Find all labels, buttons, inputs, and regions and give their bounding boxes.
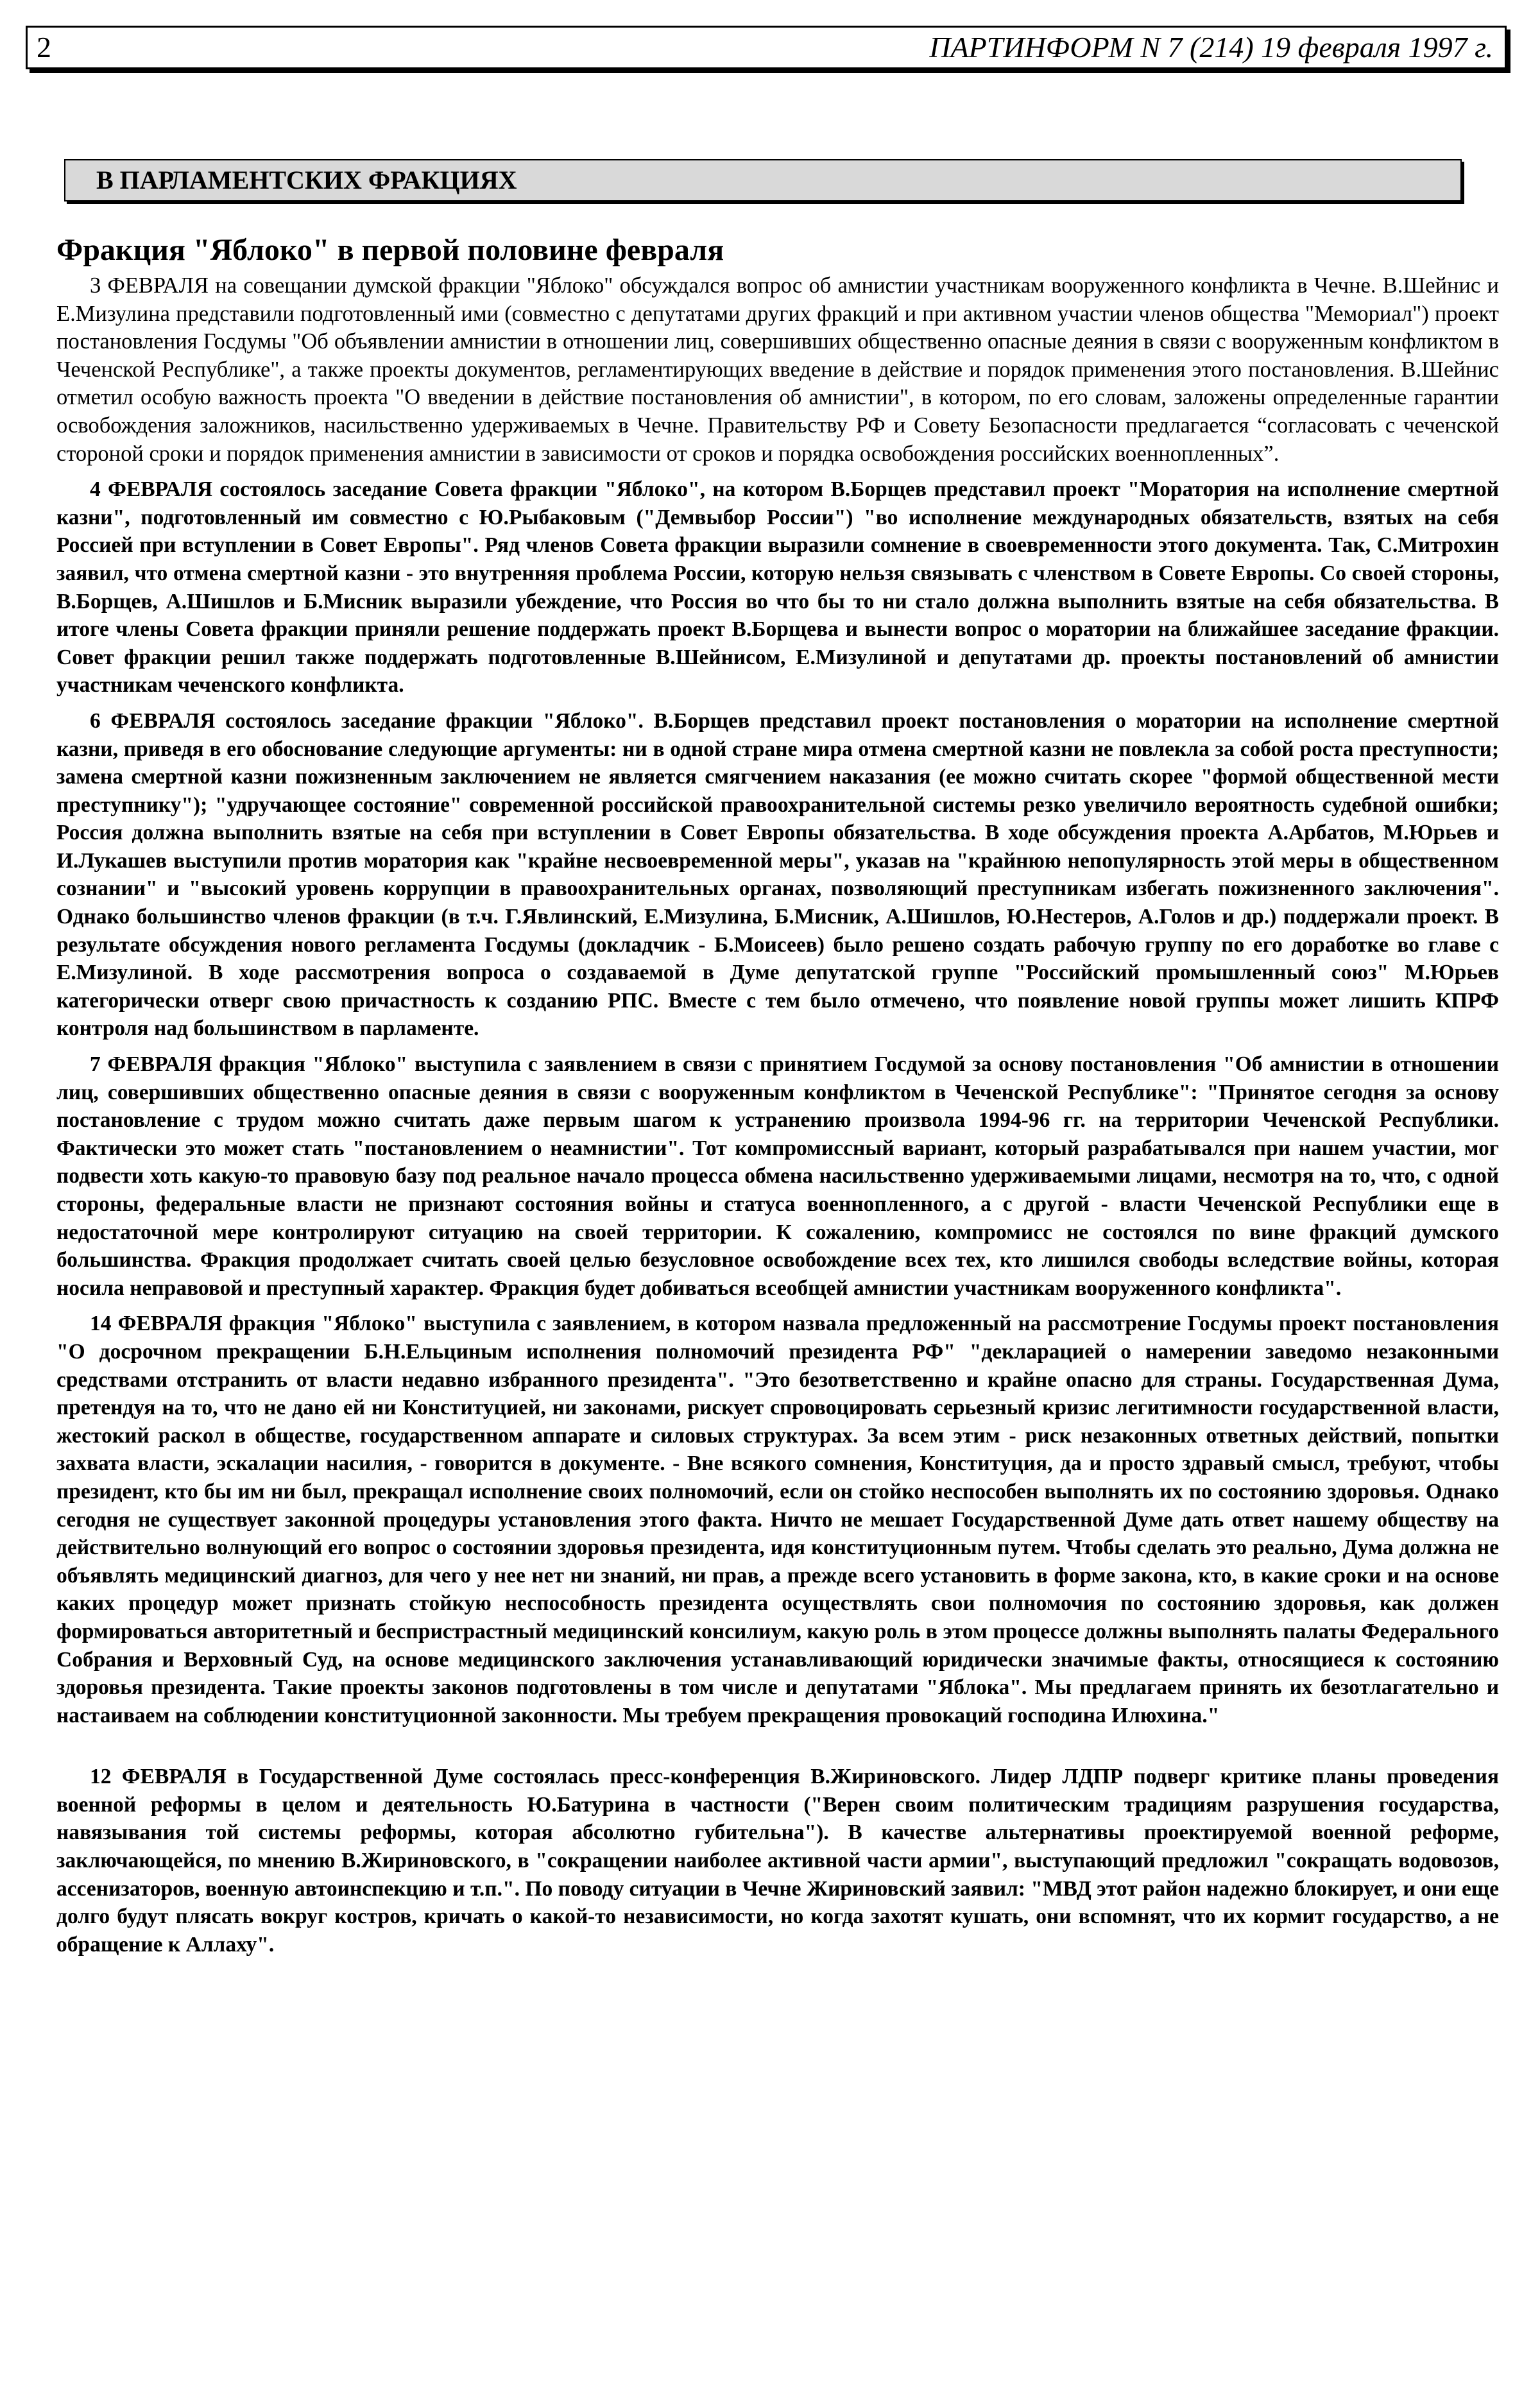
section-header [64, 159, 1462, 201]
page-number: 2 [37, 31, 51, 64]
paragraph-feb-3: 3 ФЕВРАЛЯ на совещании думской фракции "Яблоко" обсуждался вопрос об амнистии участникам вооруженного конфликта в Чечне. В.Шейнис и Е.Мизулина представили подготовленный ими (совместно с депутатами других фракций и при активном участии членов общества "Мемориал") проект постановления Госдумы "Об объявлении амнистии в отношении лиц, совершивших общественно опасные деяния в связи с вооруженным конфликтом в Чеченской Республике", а также проекты документов, регламентирующих введение в действие и порядок применения этого постановления. В.Шейнис отметил особую важность проекта "О введении в действие постановления об амнистии", в котором, по его словам, заложены определенные гарантии освобождения заложников, насильственно удерживаемых в Чечне. Правительству РФ и Совету Безопасности предлагается “согласовать с чеченской стороной сроки и порядок применения амнистии в зависимости от сроков и порядка освобождения российских военнопленных”. [56, 273, 1499, 466]
paragraph-feb-12: 12 ФЕВРАЛЯ в Государственной Думе состоялась пресс-конференция В.Жириновского. Лидер ЛДПР подверг критике планы проведения военной реформы в целом и деятельность Ю.Батурина в частности ("Верен своим политическим традициям разрушения государства, навязывания той системы реформы, которая абсолютно губительна"). В качестве альтернативы проектируемой военной реформе, заключающейся, по мнению В.Жириновского, в "сокращении наиболее активной части армии", выступающий предложил "сокращать водовозов, ассенизаторов, военную автоинспекцию и т.п.". По поводу ситуации в Чечне Жириновский заявил: "МВД этот район надежно блокирует, и они еще долго будут плясать вокруг костров, кричать о какой-то независимости, но когда захотят кушать, они вспомнят, что их кормит государство, а не обращение к Аллаху". [56, 1765, 1499, 1957]
paragraph-feb-6: 6 ФЕВРАЛЯ состоялось заседание фракции "Яблоко". В.Борщев представил проект постановления о моратории на исполнение смертной казни, приведя в его обоснование следующие аргументы: ни в одной стране мира отмена смертной казни не повлекла за собой роста преступности; замена смертной казни пожизненным заключением не является смягчением наказания (ее можно считать скорее "формой общественной мести преступнику"); "удручающее состояние" современной российской правоохранительной системы резко увеличило вероятность судебной ошибки; Россия должна выполнить взятые на себя при вступлении в Совет Европы обязательства. В ходе обсуждения проекта А.Арбатов, М.Юрьев и И.Лукашев выступили против моратория как "крайне несвоевременной меры", указав на "крайнюю непопулярность этой меры в общественном сознании" и "высокий уровень коррупции в правоохранительных органах, позволяющий преступникам избегать пожизненного заключения". Однако большинство членов фракции (в т.ч. Г.Явлинский, Е.Мизулина, Б.Мисник, А.Шишлов, Ю.Нестеров, А.Голов и др.) поддержали проект. В результате обсуждения нового регламента Госдумы (докладчик - Б.Моисеев) было решено создать рабочую группу по его доработке во главе с Е.Мизулиной. В ходе рассмотрения вопроса о создаваемой в Думе депутатской группе "Российский промышленный союз" М.Юрьев категорически отверг свою причастность к созданию РПС. Вместе с тем было отмечено, что появление новой группы может лишить КПРФ контроля над большинством в парламенте. [56, 708, 1499, 1041]
paragraph-feb-4: 4 ФЕВРАЛЯ состоялось заседание Совета фракции "Яблоко", на котором В.Борщев представил проект "Моратория на исполнение смертной казни", подготовленный им совместно с Ю.Рыбаковым ("Демвыбор России") "во исполнение международных обязательств, взятых на себя Россией при вступлении в Совет Европы". Ряд членов Совета фракции выразили сомнение в своевременности этого документа. Так, С.Митрохин заявил, что отмена смертной казни - это внутренняя проблема России, которую нельзя связывать с членством в Совете Европы. Со своей стороны, В.Борщев, А.Шишлов и Б.Мисник выразили убеждение, что Россия во что бы то ни стало должна выполнить взятые на себя обязательства. В итоге члены Совета фракции приняли решение поддержать проект В.Борщева и вынести вопрос о моратории на ближайшее заседание фракции. Совет фракции решил также поддержать подготовленные В.Шейнисом, Е.Мизулиной и депутатами др. проекты постановлений об амнистии участникам чеченского конфликта. [56, 477, 1499, 698]
article [56, 232, 1499, 1966]
paragraph-feb-7: 7 ФЕВРАЛЯ фракция "Яблоко" выступила с заявлением в связи с принятием Госдумой за основу постановления "Об амнистии в отношении лиц, совершивших общественно опасные деяния в связи с вооруженным конфликтом в Чеченской Республике": "Принятое сегодня за основу постановление с трудом можно считать даже первым шагом к устранению произвола 1994-96 гг. на территории Чеченской Республики. Фактически это может стать "постановлением о неамнистии". Тот компромиссный вариант, который разрабатывался при нашем участии, мог подвести хоть какую-то правовую базу под реальное начало процесса обмена насильственно удерживаемыми лицами, несмотря на то, что, с одной стороны, федеральные власти не признают состояния войны и статуса военнопленного, а с другой - власти Чеченской Республики еще в недостаточной мере контролируют ситуацию на своей территории. К сожалению, компромисс не состоялся по вине фракций думского большинства. Фракция продолжает считать своей целью безусловное освобождение всех тех, кто лишился свободы вследствие войны, которая носила неправовой и преступный характер. Фракция будет добиваться всеобщей амнистии участникам вооруженного конфликта". [56, 1052, 1499, 1300]
article-title: Фракция "Яблоко" в первой половине февраля [56, 233, 724, 267]
page-header [26, 26, 1507, 69]
issue-info: ПАРТИНФОРМ N 7 (214) 19 февраля 1997 г. [929, 31, 1493, 64]
paragraph-feb-14: 14 ФЕВРАЛЯ фракция "Яблоко" выступила с заявлением, в котором назвала предложенный на рассмотрение Госдумы проект постановления "О досрочном прекращении Б.Н.Ельциным исполнения полномочий президента РФ" "декларацией о намерении заведомо незаконными средствами отстранить от власти недавно избранного президента". "Это безответственно и крайне опасно для страны. Государственная Дума, претендуя на то, что не дано ей ни Конституцией, ни законами, рискует спровоцировать серьезный кризис легитимности государственной власти, жестокий раскол в обществе, государственном аппарате и силовых структурах. За всем этим - риск незаконных ответных действий, попытки захвата власти, эскалации насилия, - говорится в документе. - Вне всякого сомнения, Конституция, да и просто здравый смысл, требуют, чтобы президент, кто бы им ни был, прекращал исполнение своих полномочий, если он стойко неспособен выполнять их по состоянию здоровья. Однако сегодня не существует законной процедуры установления этого факта. Ничто не мешает Государственной Думе дать ответ нашему обществу на действительно волнующий его вопрос о состоянии здоровья президента, идя конституционным путем. Чтобы сделать это реально, Дума должна не объявлять медицинский диагноз, для чего у нее нет ни знаний, ни прав, а прежде всего установить в форме закона, кто, в какие сроки и на основе каких процедур может признать стойкую неспособность президента осуществлять свои полномочия по состоянию здоровья, как должен формироваться авторитетный и беспристрастный медицинский консилиум, какую роль в этом процессе должны выполнять палаты Федерального Собрания и Верховный Суд, на основе медицинского заключения устанавливающий юридически значимые факты, относящиеся к состоянию здоровья президента. Такие проекты законов подготовлены в том числе и депутатами "Яблока". Мы предлагаем принять их безотлагательно и настаиваем на соблюдении конституционной законности. Мы требуем прекращения провокаций господина Илюхина." [56, 1312, 1499, 1727]
section-title: В ПАРЛАМЕНТСКИХ ФРАКЦИЯХ [96, 166, 517, 194]
